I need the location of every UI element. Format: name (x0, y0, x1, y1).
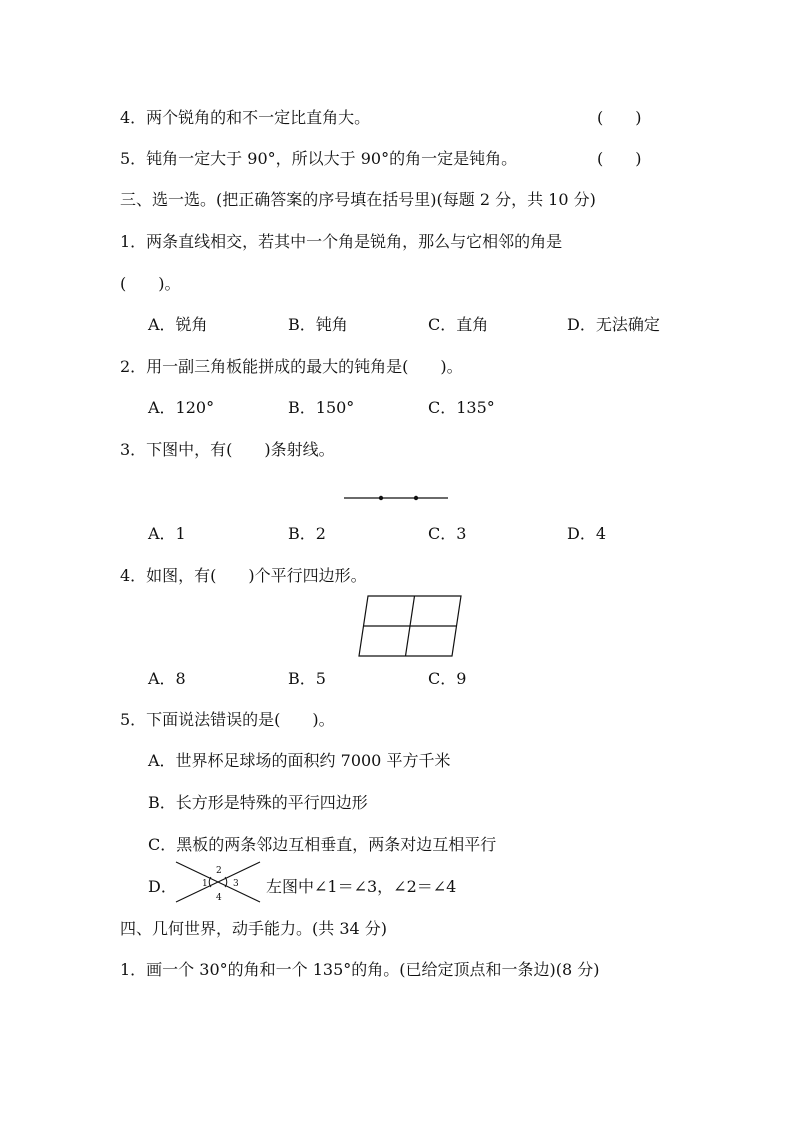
choice-question-5-stem: 5．下面说法错误的是( )。 (120, 710, 335, 729)
angle-label-3: 3 (233, 879, 239, 889)
option-a[interactable]: A．锐角 (148, 315, 208, 334)
choice-question-1-stem-cont: ( )。 (120, 274, 181, 293)
option-c[interactable]: C．135° (428, 398, 495, 417)
section-header-choose: 三、选一选。(把正确答案的序号填在括号里)(每题 2 分，共 10 分) (120, 190, 596, 209)
option-a[interactable]: A．120° (148, 398, 215, 417)
option-d[interactable]: D．4 (567, 524, 607, 543)
option-b[interactable]: B．150° (288, 398, 355, 417)
option-d-text[interactable]: 左图中∠1＝∠3，∠2＝∠4 (266, 877, 457, 896)
option-b[interactable]: B．长方形是特殊的平行四边形 (148, 793, 368, 812)
option-c[interactable]: C．直角 (428, 315, 489, 334)
geometry-question-1-stem: 1．画一个 30°的角和一个 135°的角。(已给定顶点和一条边)(8 分) (120, 960, 600, 979)
answer-paren[interactable]: ( ) (597, 108, 642, 127)
angle-label-1: 1 (202, 879, 208, 889)
option-b[interactable]: B．钝角 (288, 315, 348, 334)
option-a[interactable]: A．8 (148, 669, 186, 688)
ray-line-figure (344, 492, 450, 504)
option-d-label[interactable]: D． (148, 877, 177, 896)
answer-paren[interactable]: ( ) (597, 149, 642, 168)
option-a[interactable]: A．1 (148, 524, 186, 543)
parallelogram-grid-figure (359, 594, 463, 658)
angle-label-4: 4 (216, 893, 222, 903)
option-c[interactable]: C．9 (428, 669, 467, 688)
judge-question-4: 4．两个锐角的和不一定比直角大。 (120, 108, 371, 127)
choice-question-2-stem: 2．用一副三角板能拼成的最大的钝角是( )。 (120, 357, 463, 376)
option-b[interactable]: B．2 (288, 524, 326, 543)
option-d[interactable]: D．无法确定 (567, 315, 660, 334)
angle-label-2: 2 (216, 866, 222, 876)
option-c[interactable]: C．黑板的两条邻边互相垂直，两条对边互相平行 (148, 835, 497, 854)
section-header-geometry: 四、几何世界，动手能力。(共 34 分) (120, 919, 388, 938)
choice-question-4-stem: 4．如图，有( )个平行四边形。 (120, 566, 367, 585)
option-a[interactable]: A．世界杯足球场的面积约 7000 平方千米 (148, 751, 451, 770)
option-c[interactable]: C．3 (428, 524, 467, 543)
choice-question-3-stem: 3．下图中，有( )条射线。 (120, 440, 335, 459)
option-b[interactable]: B．5 (288, 669, 326, 688)
choice-question-1-stem: 1．两条直线相交，若其中一个角是锐角，那么与它相邻的角是 (120, 232, 563, 251)
intersecting-lines-figure (174, 860, 264, 904)
judge-question-5: 5．钝角一定大于 90°，所以大于 90°的角一定是钝角。 (120, 149, 518, 168)
